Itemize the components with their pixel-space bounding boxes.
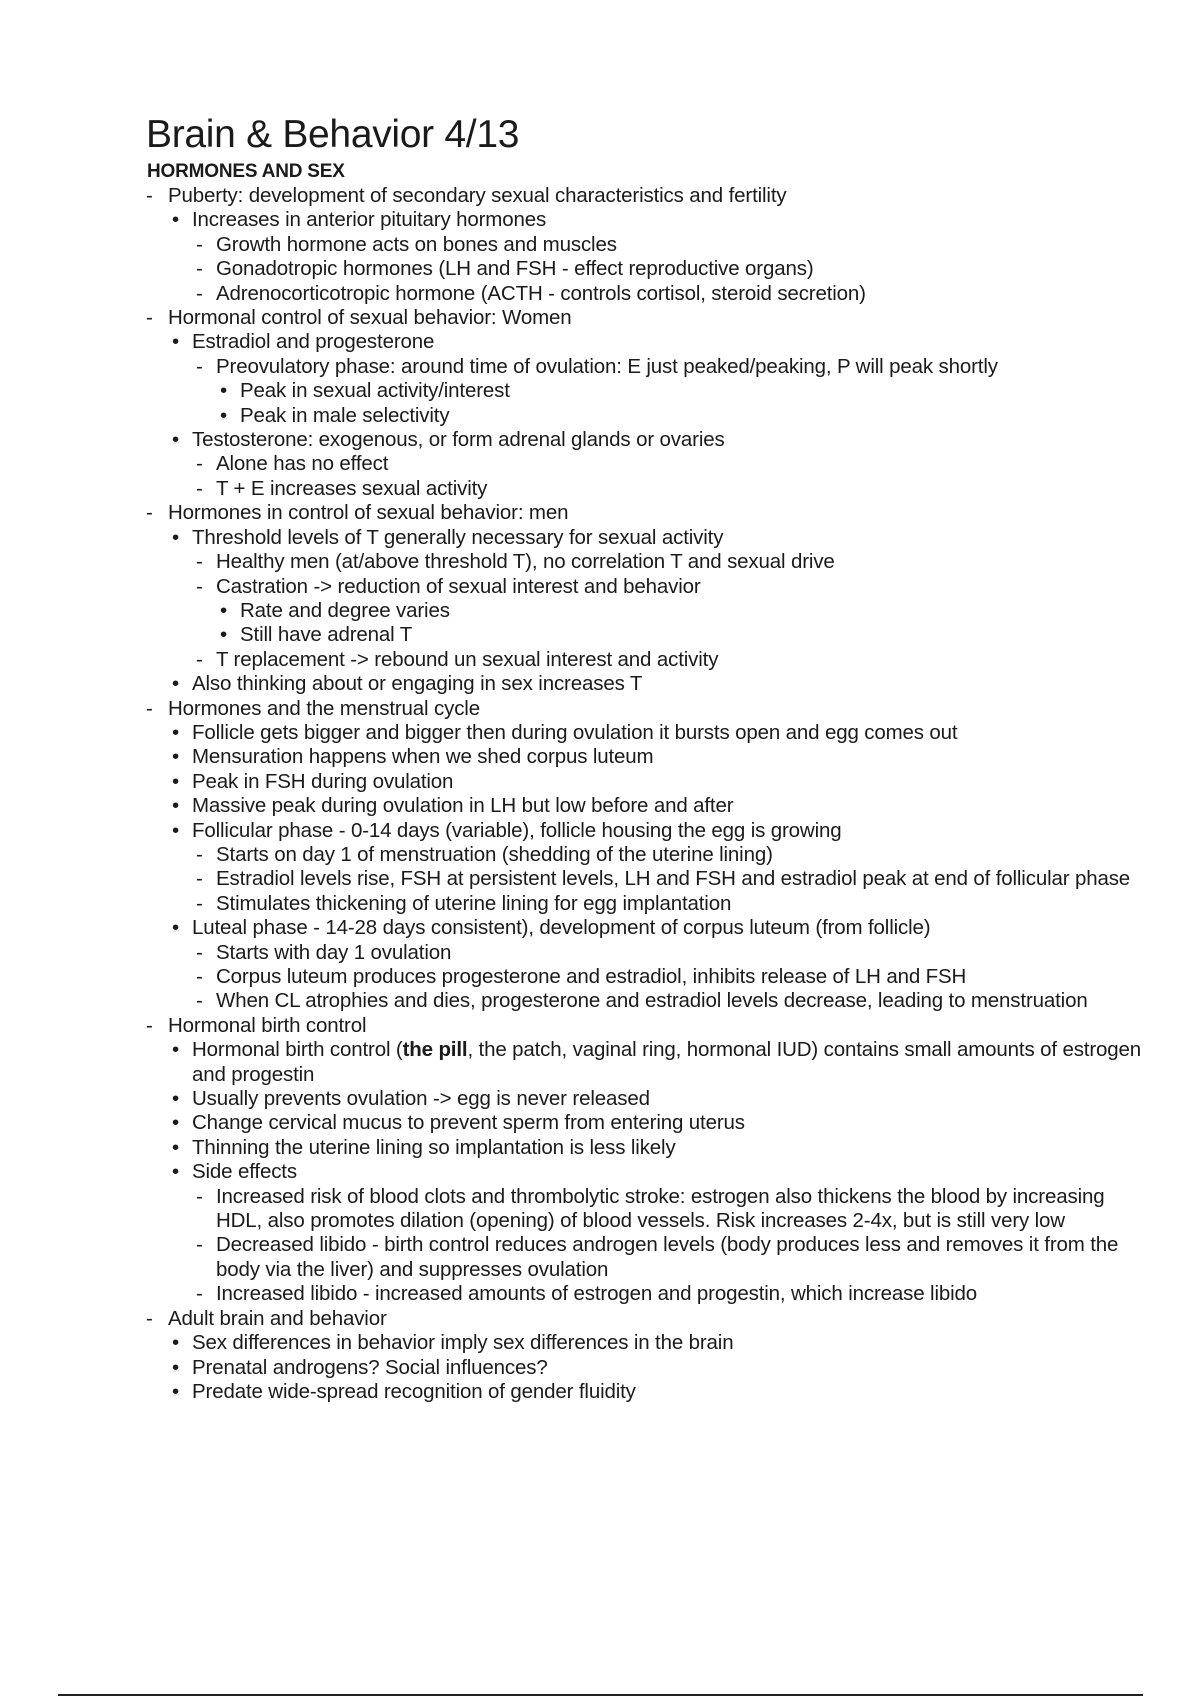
outline-item-text: Change cervical mucus to prevent sperm from entering uterus xyxy=(192,1111,745,1135)
outline-item xyxy=(194,941,1146,965)
outline-item-text: Luteal phase - 14-28 days consistent), development of corpus luteum (from follicle) xyxy=(192,916,931,940)
outline-item-text: Peak in male selectivity xyxy=(240,403,450,427)
outline-item xyxy=(170,770,1146,794)
outline-item xyxy=(170,1356,1146,1380)
outline-item-text: Follicular phase - 0-14 days (variable), follicle housing the egg is growing xyxy=(192,818,842,842)
outline-item xyxy=(194,282,1146,306)
outline-item-text: Increased risk of blood clots and thrombolytic stroke: estrogen also thickens the blood by increasing HDL, also promotes dilation (opening) of blood vessels. Risk increases 2-4x, but is still very low xyxy=(216,1184,1105,1233)
bullet-marker: • xyxy=(172,745,180,769)
section-heading: HORMONES AND SEX xyxy=(147,161,345,182)
outline-item xyxy=(146,1014,1146,1038)
outline-item-text: Predate wide-spread recognition of gender fluidity xyxy=(192,1379,636,1403)
outline-item xyxy=(170,1038,1146,1087)
outline-item xyxy=(194,867,1146,891)
bullet-marker: • xyxy=(220,403,228,427)
outline-item xyxy=(146,697,1146,721)
outline-item xyxy=(194,1233,1146,1282)
outline-item xyxy=(218,404,1146,428)
dash-marker: - xyxy=(196,1233,203,1257)
outline-item xyxy=(170,1136,1146,1160)
outline-item-text: Threshold levels of T generally necessary for sexual activity xyxy=(192,525,724,549)
outline-item-text: When CL atrophies and dies, progesterone and estradiol levels decrease, leading to menstruation xyxy=(216,989,1088,1013)
outline-item-text: T replacement -> rebound un sexual interest and activity xyxy=(216,647,719,671)
dash-marker: - xyxy=(196,476,203,500)
dash-marker: - xyxy=(196,647,203,671)
bullet-marker: • xyxy=(172,428,180,452)
outline-item xyxy=(194,452,1146,476)
outline-item-text: Follicle gets bigger and bigger then during ovulation it bursts open and egg comes out xyxy=(192,720,958,744)
outline-item xyxy=(170,1160,1146,1184)
outline-item-text: Increased libido - increased amounts of estrogen and progestin, which increase libido xyxy=(216,1282,978,1306)
outline-item-text: Gonadotropic hormones (LH and FSH - effect reproductive organs) xyxy=(216,257,814,281)
outline-item xyxy=(194,965,1146,989)
outline-item-text: Adrenocorticotropic hormone (ACTH - controls cortisol, steroid secretion) xyxy=(216,281,866,305)
outline-item xyxy=(218,379,1146,403)
dash-marker: - xyxy=(196,257,203,281)
footer-divider xyxy=(58,1694,1143,1696)
outline-item xyxy=(146,501,1146,525)
bullet-marker: • xyxy=(172,208,180,232)
outline-item-text: Puberty: development of secondary sexual characteristics and fertility xyxy=(168,184,787,207)
outline-item xyxy=(170,745,1146,769)
bullet-marker: • xyxy=(172,1379,180,1403)
outline-item-text: Thinning the uterine lining so implantation is less likely xyxy=(192,1135,676,1159)
outline-item xyxy=(170,1087,1146,1111)
outline-item xyxy=(170,794,1146,818)
outline-item-text: Hormonal birth control xyxy=(168,1013,367,1037)
dash-marker: - xyxy=(196,232,203,256)
outline-item-text: Starts with day 1 ovulation xyxy=(216,940,452,964)
outline-item-text: Peak in sexual activity/interest xyxy=(240,379,510,403)
dash-marker: - xyxy=(196,354,203,378)
outline-item xyxy=(194,355,1146,379)
dash-marker: - xyxy=(146,696,153,720)
outline-item xyxy=(218,599,1146,623)
outline-item xyxy=(194,989,1146,1013)
outline-item-text: Side effects xyxy=(192,1160,297,1184)
outline-item-text: Starts on day 1 of menstruation (shedding of the uterine lining) xyxy=(216,842,773,866)
outline-item-text: Estradiol levels rise, FSH at persistent levels, LH and FSH and estradiol peak at end of follicular phase xyxy=(216,867,1131,891)
notes-page xyxy=(146,110,1146,1404)
dash-marker: - xyxy=(196,965,203,988)
outline-item xyxy=(170,1380,1146,1404)
bullet-marker: • xyxy=(172,1135,180,1159)
outline-item xyxy=(170,330,1146,354)
dash-marker: - xyxy=(196,842,203,866)
dash-marker: - xyxy=(196,1184,203,1208)
outline-item xyxy=(218,623,1146,647)
bullet-marker: • xyxy=(172,1111,180,1135)
bullet-marker: • xyxy=(172,720,180,744)
dash-marker: - xyxy=(146,1306,153,1330)
dash-marker: - xyxy=(146,1013,153,1037)
outline-item xyxy=(146,1307,1146,1331)
dash-marker: - xyxy=(196,867,203,891)
dash-marker: - xyxy=(196,574,203,598)
outline-item xyxy=(170,819,1146,843)
bullet-marker: • xyxy=(172,330,180,354)
outline-item xyxy=(194,257,1146,281)
outline-item xyxy=(194,843,1146,867)
outline-item xyxy=(194,892,1146,916)
bullet-marker: • xyxy=(172,916,180,940)
outline-item xyxy=(194,233,1146,257)
outline-item-text: Peak in FSH during ovulation xyxy=(192,769,454,793)
outline-item-text: Castration -> reduction of sexual interest and behavior xyxy=(216,574,701,598)
bullet-marker: • xyxy=(172,1160,180,1184)
outline-item-text: Increases in anterior pituitary hormones xyxy=(192,208,547,232)
outline-item-text: Estradiol and progesterone xyxy=(192,330,435,354)
outline-item-text: Adult brain and behavior xyxy=(168,1306,387,1330)
bullet-marker: • xyxy=(172,672,180,696)
dash-marker: - xyxy=(196,550,203,574)
dash-marker: - xyxy=(146,501,153,525)
bullet-marker: • xyxy=(172,818,180,842)
bullet-marker: • xyxy=(172,1331,180,1355)
bullet-marker: • xyxy=(220,623,228,647)
outline-item-text: Rate and degree varies xyxy=(240,598,450,622)
outline-item-text: Hormonal birth control (the pill, the patch, vaginal ring, hormonal IUD) contains small amounts of estrogen and progestin xyxy=(192,1038,1142,1086)
outline-item-text: Hormones and the menstrual cycle xyxy=(168,696,480,720)
outline-item-text: Still have adrenal T xyxy=(240,623,413,647)
outline-item-text: Growth hormone acts on bones and muscles xyxy=(216,232,617,256)
bold-emphasis: the pill xyxy=(402,1038,468,1062)
outline-item xyxy=(170,1331,1146,1355)
dash-marker: - xyxy=(146,306,153,330)
outline-item-text: Alone has no effect xyxy=(216,452,389,476)
outline-item xyxy=(170,1111,1146,1135)
outline-item xyxy=(194,477,1146,501)
outline-item-text: Mensuration happens when we shed corpus luteum xyxy=(192,745,654,769)
outline-item-text: Healthy men (at/above threshold T), no correlation T and sexual drive xyxy=(216,550,835,574)
outline-item-text: Decreased libido - birth control reduces androgen levels (body produces less and removes it from the body via the liver) and suppresses ovulation xyxy=(216,1233,1119,1281)
outline-item xyxy=(194,648,1146,672)
outline-item-text: Testosterone: exogenous, or form adrenal glands or ovaries xyxy=(192,428,725,452)
outline-item-text: Also thinking about or engaging in sex increases T xyxy=(192,672,643,696)
outline-item-text: Corpus luteum produces progesterone and estradiol, inhibits release of LH and FSH xyxy=(216,965,967,988)
bullet-marker: • xyxy=(220,379,228,403)
outline-item-text: Stimulates thickening of uterine lining for egg implantation xyxy=(216,891,732,915)
outline-item-text: Hormones in control of sexual behavior: men xyxy=(168,501,569,525)
outline-item-text: T + E increases sexual activity xyxy=(216,476,488,500)
bullet-marker: • xyxy=(172,1038,180,1062)
outline-item xyxy=(170,916,1146,940)
bullet-marker: • xyxy=(220,598,228,622)
outline-item xyxy=(146,306,1146,330)
bullet-marker: • xyxy=(172,794,180,818)
bullet-marker: • xyxy=(172,1087,180,1111)
outline-item xyxy=(194,550,1146,574)
dash-marker: - xyxy=(196,281,203,305)
dash-marker: - xyxy=(196,452,203,476)
outline-item xyxy=(170,208,1146,232)
outline-item-text: Sex differences in behavior imply sex differences in the brain xyxy=(192,1331,734,1355)
dash-marker: - xyxy=(196,989,203,1013)
outline-item-text: Usually prevents ovulation -> egg is never released xyxy=(192,1087,650,1111)
outline-item-text: Preovulatory phase: around time of ovulation: E just peaked/peaking, P will peak shortly xyxy=(216,354,998,378)
bullet-marker: • xyxy=(172,1355,180,1379)
outline-item xyxy=(170,526,1146,550)
outline-item-text: Massive peak during ovulation in LH but low before and after xyxy=(192,794,734,818)
outline-item xyxy=(194,1185,1146,1234)
bullet-marker: • xyxy=(172,769,180,793)
outline-item-text: Prenatal androgens? Social influences? xyxy=(192,1355,548,1379)
notes-outline xyxy=(146,184,1146,1404)
outline-item xyxy=(194,575,1146,599)
bullet-marker: • xyxy=(172,525,180,549)
outline-item xyxy=(146,184,1146,208)
outline-item xyxy=(170,672,1146,696)
outline-item xyxy=(170,428,1146,452)
outline-item xyxy=(170,721,1146,745)
dash-marker: - xyxy=(196,891,203,915)
outline-item-text: Hormonal control of sexual behavior: Women xyxy=(168,306,572,330)
dash-marker: - xyxy=(146,184,153,207)
dash-marker: - xyxy=(196,1282,203,1306)
outline-item xyxy=(194,1282,1146,1306)
dash-marker: - xyxy=(196,940,203,964)
page-title: Brain & Behavior 4/13 xyxy=(146,113,520,156)
